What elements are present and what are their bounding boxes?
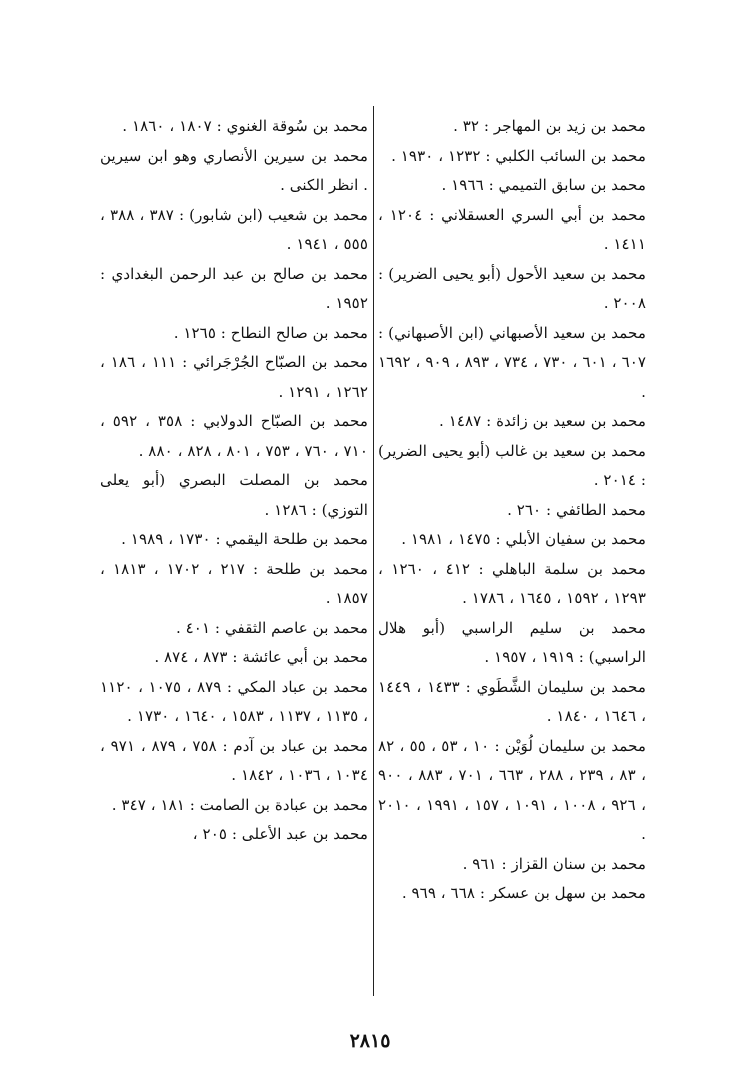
index-column-right <box>378 112 646 909</box>
index-entry: محمد بن عاصم الثقفي : ٤٠١ . <box>175 618 368 637</box>
index-entry: محمد بن سليم الراسبي (أبو هلال الراسبي) : ١٩١٩ ، ١٩٥٧ . <box>378 618 646 666</box>
index-column-left <box>100 112 368 850</box>
index-entry: محمد بن سُوقة الغنوي : ١٨٠٧ ، ١٨٦٠ . <box>122 117 368 135</box>
index-entry: محمد بن عبد الأعلى : ٢٠٥ ، <box>192 825 368 843</box>
index-entry: محمد بن صالح النطاح : ١٢٦٥ . <box>173 323 368 342</box>
index-entry: محمد بن سلمة الباهلي : ٤١٢ ، ١٢٦٠ ، ١٢٩٣ ، ١٥٩٢ ، ١٦٤٥ ، ١٧٨٦ . <box>378 559 646 607</box>
index-entry: محمد بن أبي عائشة : ٨٧٣ ، ٨٧٤ . <box>154 648 368 666</box>
index-entry: محمد بن عبادة بن الصامت : ١٨١ ، ٣٤٧ . <box>111 795 368 814</box>
index-entry: محمد بن السائب الكلبي : ١٢٣٢ ، ١٩٣٠ . <box>391 146 646 165</box>
page-number: ٢٨١٥ <box>349 1030 391 1052</box>
index-entry: محمد بن سعيد بن غالب (أبو يحيى الضرير) : ٢٠١٤ . <box>378 441 646 489</box>
index-entry: محمد بن عباد بن آدم : ٧٥٨ ، ٨٧٩ ، ٩٧١ ، ١٠٣٤ ، ١٠٣٦ ، ١٨٤٢ . <box>100 736 368 784</box>
index-entry: محمد بن المصلت البصري (أبو يعلى التوزي) : ١٢٨٦ . <box>100 471 368 519</box>
index-entry: محمد بن سليمان لُوَيْن : ١٠ ، ٥٣ ، ٥٥ ، ٨٢ ، ٨٣ ، ٢٣٩ ، ٢٨٨ ، ٦٦٣ ، ٧٠١ ، ٨٨٣ ، ٩٠٠ ، ٩٢٦ ، ١٠٠٨ ، ١٠٩١ ، ١٥٧ ، ١٩٩١ ، ٢٠١٠ . <box>378 736 647 843</box>
index-entry: محمد بن سعيد الأحول (أبو يحيى الضرير) : ٢٠٠٨ . <box>378 264 646 312</box>
index-entry: محمد بن سهل بن عسكر : ٦٦٨ ، ٩٦٩ . <box>401 884 646 902</box>
index-entry: محمد بن سعيد بن زائدة : ١٤٨٧ . <box>439 412 646 430</box>
index-entry: محمد بن سيرين الأنصاري وهو ابن سيرين . انظر الكنى . <box>100 146 368 194</box>
index-entry: محمد بن سابق التميمي : ١٩٦٦ . <box>441 176 646 194</box>
index-entry: محمد بن زيد بن المهاجر : ٣٢ . <box>453 117 646 135</box>
index-entry: محمد بن صالح بن عبد الرحمن البغدادي : ١٩٥٢ . <box>100 264 368 312</box>
column-divider <box>373 106 374 996</box>
index-entry: محمد بن سليمان الشَّطَوي : ١٤٣٣ ، ١٤٤٩ ، ١٦٤٦ ، ١٨٤٠ . <box>378 677 646 725</box>
index-entry: محمد بن عباد المكي : ٨٧٩ ، ١٠٧٥ ، ١١٢٠ ، ١١٣٥ ، ١١٣٧ ، ١٥٨٣ ، ١٦٤٠ ، ١٧٣٠ . <box>100 677 369 725</box>
index-entry: محمد الطائفي : ٢٦٠ . <box>507 500 646 519</box>
index-entry: محمد بن الصبّاح الدولابي : ٣٥٨ ، ٥٩٢ ، ٧١٠ ، ٧٦٠ ، ٧٥٣ ، ٨٠١ ، ٨٢٨ ، ٨٨٠ . <box>100 412 368 460</box>
index-entry: محمد بن سفيان الأبلي : ١٤٧٥ ، ١٩٨١ . <box>401 530 646 548</box>
index-entry: محمد بن الصبّاح الجُرْجَرائي : ١١١ ، ١٨٦ ، ١٢٦٢ ، ١٢٩١ . <box>100 353 369 401</box>
index-entry: محمد بن طلحة : ٢١٧ ، ١٧٠٢ ، ١٨١٣ ، ١٨٥٧ . <box>100 559 368 607</box>
index-entry: محمد بن أبي السري العسقلاني : ١٢٠٤ ، ١٤١١ . <box>378 205 647 253</box>
index-entry: محمد بن سنان القزاز : ٩٦١ . <box>462 854 646 873</box>
index-entry: محمد بن شعيب (ابن شابور) : ٣٨٧ ، ٣٨٨ ، ٥٥٥ ، ١٩٤١ . <box>100 205 368 253</box>
index-entry: محمد بن سعيد الأصبهاني (ابن الأصبهاني) : ٦٠٧ ، ٦٠١ ، ٧٣٠ ، ٧٣٤ ، ٨٩٣ ، ٩٠٩ ، ١٦٩٢ . <box>378 323 647 401</box>
index-entry: محمد بن طلحة اليقمي : ١٧٣٠ ، ١٩٨٩ . <box>121 530 368 548</box>
